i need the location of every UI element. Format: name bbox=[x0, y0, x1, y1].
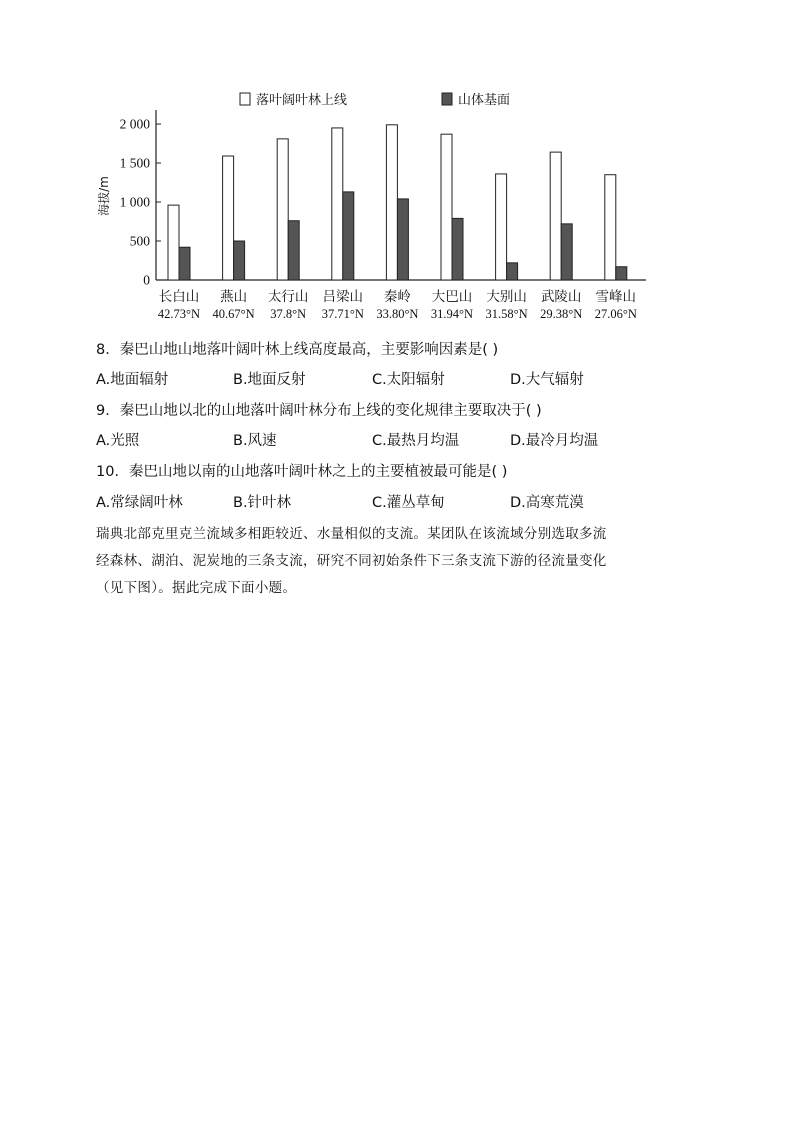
bar-base bbox=[288, 221, 299, 280]
bar-upper-line bbox=[550, 152, 561, 280]
passage-line: 经森林、湖泊、泥炭地的三条支流，研究不同初始条件下三条支流下游的径流量变化 bbox=[96, 553, 607, 569]
y-tick-label: 1 500 bbox=[119, 155, 150, 171]
category-label: 秦岭 bbox=[383, 289, 411, 305]
bar-upper-line bbox=[223, 156, 234, 280]
q10-option-b[interactable]: B.针叶林 bbox=[233, 495, 292, 511]
bar-base bbox=[397, 199, 408, 280]
latitude-label: 33.80°N bbox=[376, 307, 419, 321]
latitude-label: 40.67°N bbox=[212, 307, 255, 321]
latitude-label: 31.58°N bbox=[485, 307, 528, 321]
q9-option-d[interactable]: D.最冷月均温 bbox=[510, 433, 599, 449]
latitude-label: 27.06°N bbox=[594, 307, 637, 321]
q8-option-c[interactable]: C.太阳辐射 bbox=[372, 372, 445, 388]
bar-chart bbox=[90, 88, 670, 333]
bar-base bbox=[452, 218, 463, 280]
y-tick-label: 500 bbox=[129, 233, 150, 249]
q9-option-b[interactable]: B.风速 bbox=[233, 433, 277, 449]
bar-base bbox=[343, 192, 354, 280]
category-label: 太行山 bbox=[267, 289, 309, 305]
passage-line: （见下图）。据此完成下面小题。 bbox=[96, 580, 297, 596]
q8-option-b[interactable]: B.地面反射 bbox=[233, 372, 306, 388]
latitude-label: 31.94°N bbox=[430, 307, 474, 321]
latitude-label: 42.73°N bbox=[157, 307, 201, 321]
category-label: 大别山 bbox=[486, 289, 527, 305]
legend-label-upper-line: 落叶阔叶林上线 bbox=[256, 93, 348, 108]
bar-upper-line bbox=[277, 139, 288, 280]
reading-passage bbox=[96, 521, 706, 602]
bar-base bbox=[616, 267, 627, 280]
passage-line: 瑞典北部克里克兰流域多相距较近、水量相似的支流。某团队在该流域分别选取多流 bbox=[96, 526, 607, 542]
legend-label-base: 山体基面 bbox=[458, 93, 511, 108]
y-tick-label: 1 000 bbox=[119, 194, 150, 210]
bar-upper-line bbox=[168, 205, 179, 280]
bar-base bbox=[179, 247, 190, 280]
q10-option-a[interactable]: A.常绿阔叶林 bbox=[96, 495, 183, 511]
q9-option-c[interactable]: C.最热月均温 bbox=[372, 433, 460, 449]
q10-option-d[interactable]: D.高寒荒漠 bbox=[510, 495, 584, 511]
latitude-label: 29.38°N bbox=[540, 307, 583, 321]
q10-option-c[interactable]: C.灌丛草甸 bbox=[372, 495, 445, 511]
q8-option-a[interactable]: A.地面辐射 bbox=[96, 372, 169, 388]
category-label: 长白山 bbox=[158, 289, 200, 305]
latitude-label: 37.8°N bbox=[270, 307, 307, 321]
y-tick-label: 0 bbox=[143, 272, 150, 288]
latitude-label: 37.71°N bbox=[321, 307, 364, 321]
bar-upper-line bbox=[441, 134, 452, 280]
bar-base bbox=[561, 224, 572, 280]
bar-base bbox=[234, 241, 245, 280]
bar-upper-line bbox=[605, 175, 616, 280]
q9-option-a[interactable]: A.光照 bbox=[96, 433, 140, 449]
category-label: 大巴山 bbox=[431, 289, 473, 305]
bar-upper-line bbox=[332, 128, 343, 280]
question-8: 8．秦巴山地山地落叶阔叶林上线高度最高，主要影响因素是( ) bbox=[96, 342, 499, 358]
bar-upper-line bbox=[496, 174, 507, 280]
y-tick-label: 2 000 bbox=[119, 116, 150, 132]
bar-base bbox=[507, 263, 518, 280]
category-label: 燕山 bbox=[220, 289, 248, 305]
legend-swatch-upper-line bbox=[240, 93, 250, 105]
y-axis-label: 海拔/m bbox=[97, 176, 111, 216]
question-9: 9．秦巴山地以北的山地落叶阔叶林分布上线的变化规律主要取决于( ) bbox=[96, 403, 542, 419]
category-label: 吕梁山 bbox=[322, 289, 364, 305]
question-10: 10．秦巴山地以南的山地落叶阔叶林之上的主要植被最可能是( ) bbox=[96, 464, 508, 480]
bar-upper-line bbox=[386, 125, 397, 280]
category-label: 武陵山 bbox=[540, 289, 582, 305]
category-label: 雪峰山 bbox=[595, 289, 637, 305]
legend-swatch-base bbox=[442, 93, 452, 105]
q8-option-d[interactable]: D.大气辐射 bbox=[510, 372, 584, 388]
